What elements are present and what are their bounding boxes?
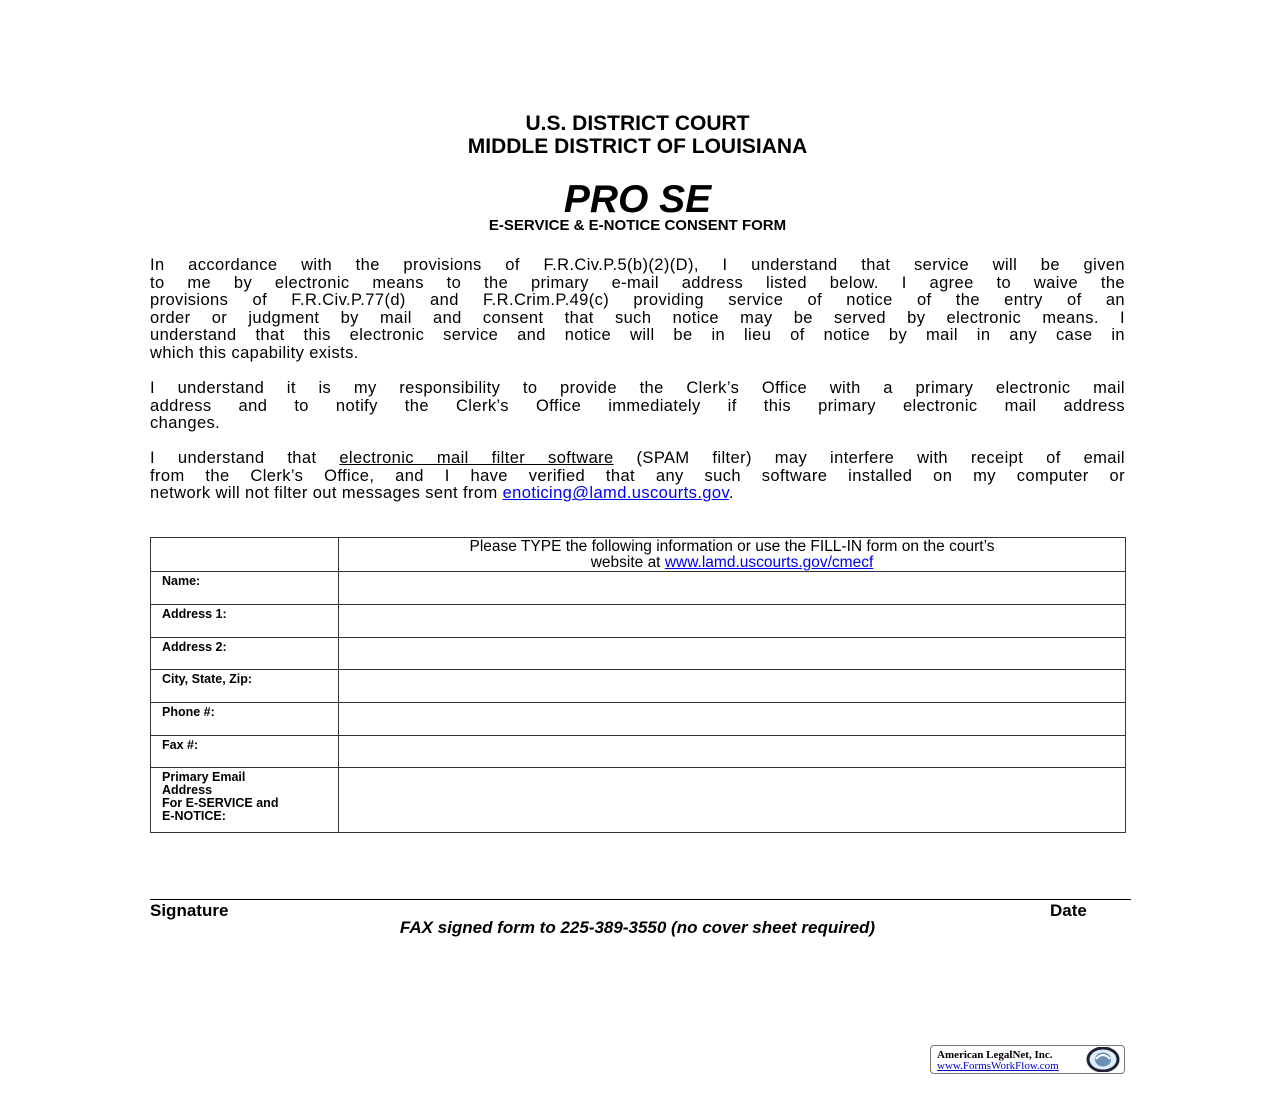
text-line: provisions of F.R.Civ.P.77(d) and F.R.Crim.P.49(c) providing service of notice of the entry of an xyxy=(150,291,1125,310)
signature-line xyxy=(150,899,1131,900)
address2-field[interactable] xyxy=(339,638,1126,670)
address1-label: Address 1: xyxy=(151,605,339,638)
text-line: which this capability exists. xyxy=(150,343,359,362)
name-field[interactable] xyxy=(339,572,1126,605)
text-line: I understand that electronic mail filter software (SPAM filter) may interfere with receipt of email xyxy=(150,449,1125,467)
email-label: Primary Email Address For E-SERVICE and E-NOTICE: xyxy=(151,768,339,833)
address2-label: Address 2: xyxy=(151,638,339,670)
paragraph-spam-filter xyxy=(150,450,1125,503)
text-line: address and to notify the Clerk’s Office immediately if this primary electronic mail address xyxy=(150,396,1125,415)
contact-info-table xyxy=(150,537,1126,833)
text-line: from the Clerk’s Office, and I have verified that any such software installed on my computer or xyxy=(150,466,1125,485)
instruction-cell: Please TYPE the following information or use the FILL-IN form on the court’s website at www.lamd.uscourts.gov/cmecf xyxy=(339,538,1126,572)
name-label: Name: xyxy=(151,572,339,605)
text-line: network will not filter out messages sent from enoticing@lamd.uscourts.gov. xyxy=(150,484,734,503)
text-line: understand that this electronic service and notice will be in lieu of notice by mail in any case in xyxy=(150,326,1125,345)
fax-instruction: FAX signed form to 225-389-3550 (no cover sheet required) xyxy=(399,918,876,937)
table-row xyxy=(151,703,1126,736)
text-line: to me by electronic means to the primary e-mail address listed below. I agree to waive the xyxy=(150,273,1125,292)
table-row xyxy=(151,638,1126,670)
phone-field[interactable] xyxy=(339,703,1126,736)
fax-field[interactable] xyxy=(339,736,1126,768)
table-row xyxy=(151,736,1126,768)
globe-icon xyxy=(1086,1047,1120,1072)
address1-field[interactable] xyxy=(339,605,1126,638)
email-link[interactable]: enoticing@lamd.uscourts.gov xyxy=(502,484,729,503)
court-name: U.S. DISTRICT COURT xyxy=(525,112,750,135)
court-header xyxy=(0,112,1275,158)
city-state-zip-field[interactable] xyxy=(339,670,1126,703)
table-row xyxy=(151,572,1126,605)
spam-filter-phrase: electronic mail filter software xyxy=(339,449,614,467)
city-state-zip-label: City, State, Zip: xyxy=(151,670,339,703)
signature-label: Signature xyxy=(150,901,229,920)
district-name: MIDDLE DISTRICT OF LOUISIANA xyxy=(467,135,808,158)
table-row xyxy=(151,605,1126,638)
paragraph-responsibility xyxy=(150,380,1125,433)
blank-header-cell xyxy=(151,538,339,572)
text-line: changes. xyxy=(150,414,221,433)
logo-url[interactable]: www.FormsWorkFlow.com xyxy=(937,1060,1059,1072)
website-link[interactable]: www.lamd.uscourts.gov/cmecf xyxy=(664,554,874,571)
form-title: PRO SE xyxy=(563,178,712,221)
table-row xyxy=(151,670,1126,703)
date-label: Date xyxy=(1050,901,1087,920)
american-legalnet-logo: American LegalNet, Inc. www.FormsWorkFlow.com xyxy=(930,1045,1125,1074)
text-line: I understand it is my responsibility to provide the Clerk’s Office with a primary electronic mail xyxy=(150,379,1125,397)
text-line: order or judgment by mail and consent that such notice may be served by electronic means. I xyxy=(150,308,1125,327)
phone-label: Phone #: xyxy=(151,703,339,736)
fax-label: Fax #: xyxy=(151,736,339,768)
paragraph-consent xyxy=(150,257,1125,363)
text-line: In accordance with the provisions of F.R.Civ.P.5(b)(2)(D), I understand that service will be given xyxy=(150,256,1125,274)
form-subtitle: E-SERVICE & E-NOTICE CONSENT FORM xyxy=(488,217,787,234)
email-field[interactable] xyxy=(339,768,1126,833)
